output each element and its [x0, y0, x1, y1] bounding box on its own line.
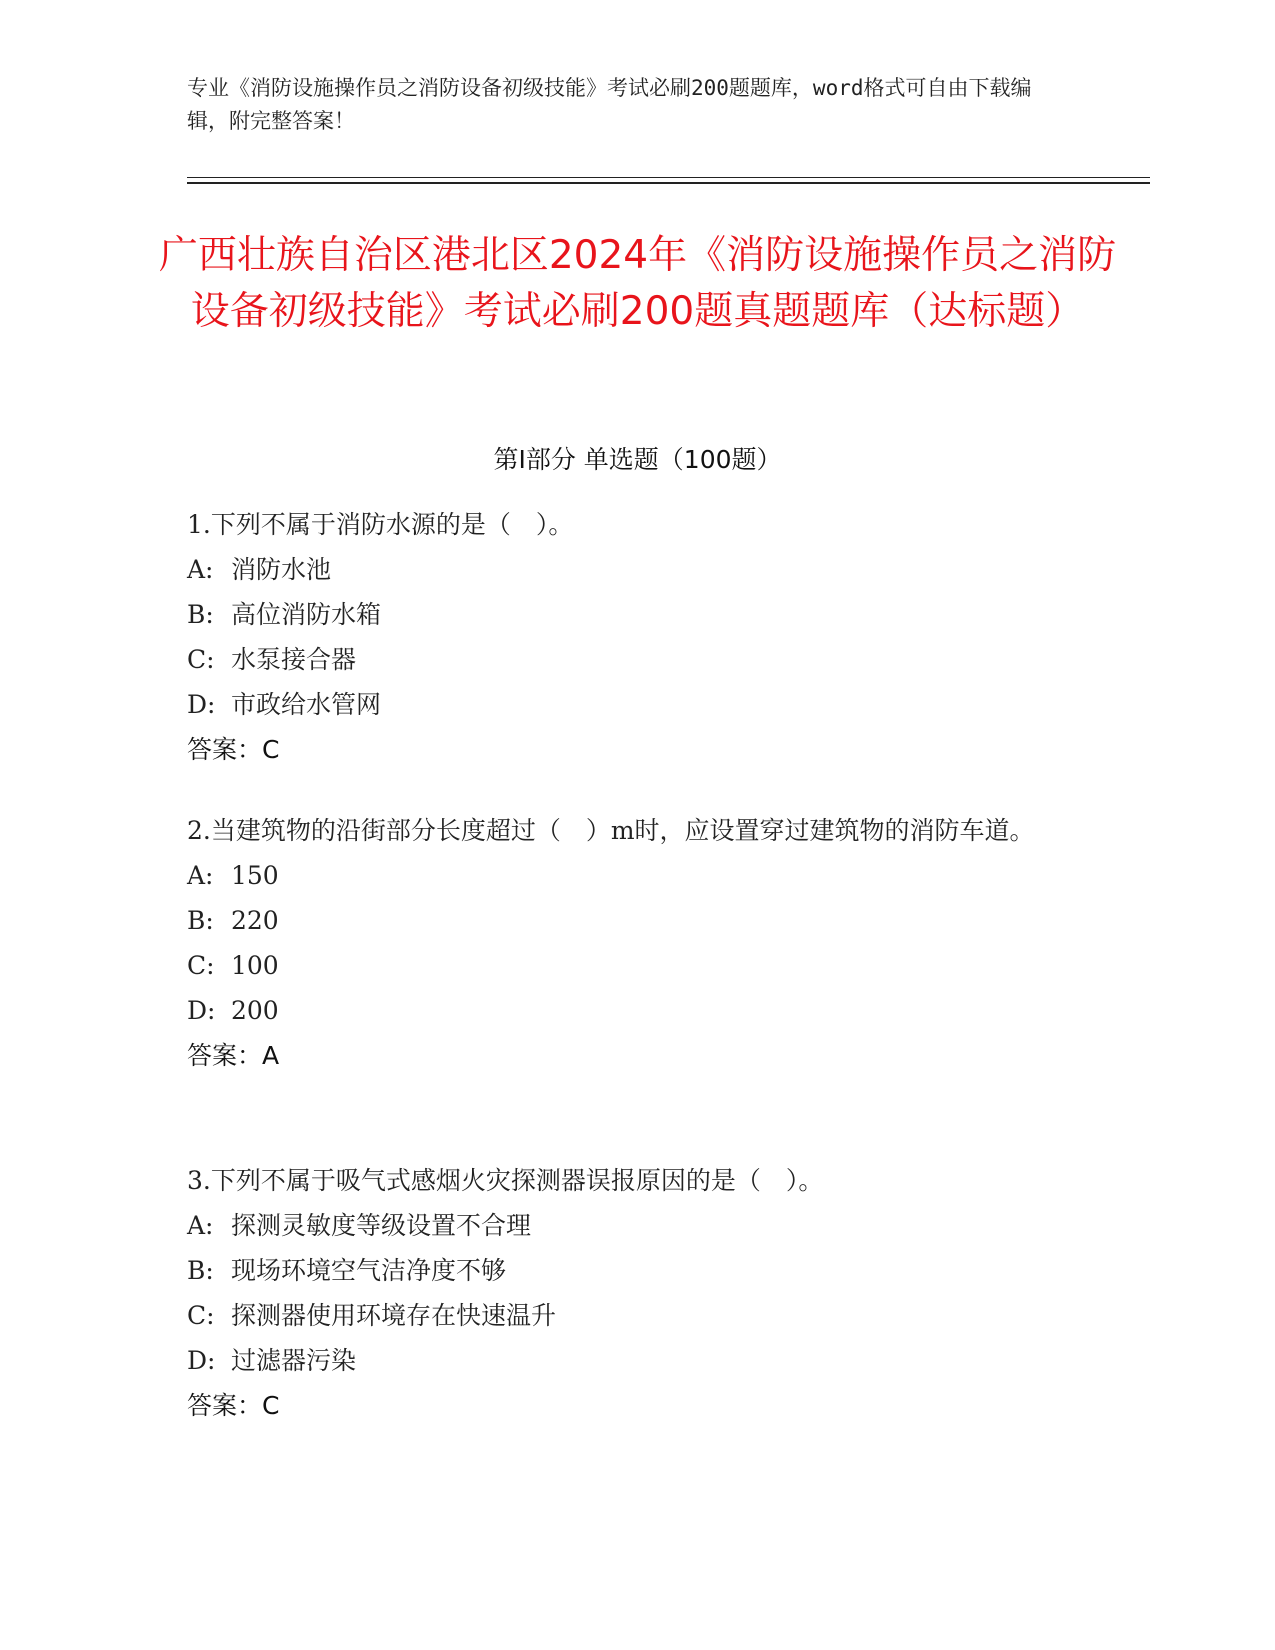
question-3 [187, 1158, 1087, 1428]
option-text: 消防水池 [231, 555, 332, 584]
question-2 [187, 808, 1087, 1078]
option-text: 探测器使用环境存在快速温升 [231, 1301, 557, 1330]
answer: 答案：A [187, 1041, 280, 1070]
option-text: 220 [231, 906, 279, 935]
option-key: A: [187, 861, 214, 890]
option-text: 150 [231, 861, 279, 890]
header-divider-thick [187, 182, 1150, 184]
option-text: 200 [231, 996, 279, 1025]
header-note: 专业《消防设施操作员之消防设备初级技能》考试必刷200题题库，word格式可自由下载编辑，附完整答案！ [187, 76, 1032, 133]
option-key: D: [187, 1346, 216, 1375]
option-text: 100 [231, 951, 279, 980]
option-key: D: [187, 996, 216, 1025]
option-key: C: [187, 951, 215, 980]
question-stem: 2.当建筑物的沿街部分长度超过（ ）m时，应设置穿过建筑物的消防车道。 [187, 816, 1035, 845]
option-c [187, 1293, 1087, 1338]
section-title: 第Ⅰ部分 单选题（100题） [493, 445, 782, 474]
option-a [187, 1203, 1087, 1248]
option-key: A: [187, 555, 214, 584]
option-key: A: [187, 1211, 214, 1240]
option-key: D: [187, 690, 216, 719]
option-b [187, 592, 1087, 637]
answer: 答案：C [187, 1391, 280, 1420]
option-d [187, 1338, 1087, 1383]
document-title: 广西壮族自治区港北区2024年《消防设施操作员之消防设备初级技能》考试必刷200题真题题库（达标题） [158, 233, 1117, 334]
option-text: 市政给水管网 [231, 690, 382, 719]
option-text: 过滤器污染 [231, 1346, 357, 1375]
option-a [187, 547, 1087, 592]
option-text: 现场环境空气洁净度不够 [231, 1256, 507, 1285]
question-stem: 3.下列不属于吸气式感烟火灾探测器误报原因的是（ ）。 [187, 1166, 824, 1195]
question-1 [187, 502, 1087, 772]
option-c [187, 637, 1087, 682]
option-a [187, 853, 1087, 898]
option-key: C: [187, 645, 215, 674]
option-key: B: [187, 906, 214, 935]
option-text: 高位消防水箱 [231, 600, 382, 629]
option-key: B: [187, 1256, 214, 1285]
header-divider-thin [187, 177, 1150, 178]
answer: 答案：C [187, 735, 280, 764]
option-text: 水泵接合器 [231, 645, 357, 674]
option-text: 探测灵敏度等级设置不合理 [231, 1211, 532, 1240]
option-d [187, 988, 1087, 1033]
option-c [187, 943, 1087, 988]
option-b [187, 898, 1087, 943]
question-stem: 1.下列不属于消防水源的是（ ）。 [187, 510, 574, 539]
option-d [187, 682, 1087, 727]
option-b [187, 1248, 1087, 1293]
option-key: C: [187, 1301, 215, 1330]
option-key: B: [187, 600, 214, 629]
